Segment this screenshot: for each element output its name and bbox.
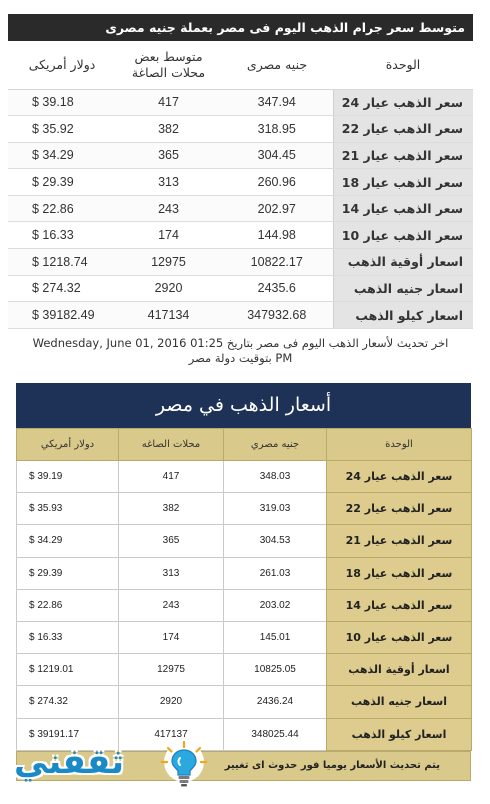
table1-shops-cell: 417134 bbox=[116, 302, 221, 329]
table1-grid bbox=[8, 41, 473, 329]
table1-row bbox=[8, 142, 473, 169]
table2-row bbox=[17, 461, 472, 493]
table1-unit-cell: اسعار كيلو الذهب bbox=[333, 302, 473, 329]
table1-unit-cell: اسعار جنيه الذهب bbox=[333, 275, 473, 302]
table1-unit-cell: سعر الذهب عيار 14 bbox=[333, 195, 473, 222]
gold-price-table-1 bbox=[8, 14, 473, 329]
table1-unit-cell: سعر الذهب عيار 24 bbox=[333, 89, 473, 116]
table1-usd-cell: $ 39182.49 bbox=[8, 302, 116, 329]
table1-egp-cell: 318.95 bbox=[221, 116, 333, 143]
table2-shops-cell: 243 bbox=[119, 589, 224, 621]
table1-usd-cell: $ 274.32 bbox=[8, 275, 116, 302]
table1-shops-cell: 313 bbox=[116, 169, 221, 196]
table2-egp-cell: 203.02 bbox=[224, 589, 327, 621]
site-logo bbox=[14, 740, 214, 792]
table2-shops-cell: 417 bbox=[119, 461, 224, 493]
table1-title: متوسط سعر جرام الذهب اليوم فى مصر بعملة جنيه مصرى bbox=[8, 14, 473, 41]
table1-row bbox=[8, 275, 473, 302]
table2-header-egp: جنيه مصري bbox=[224, 429, 327, 461]
table2-shops-cell: 313 bbox=[119, 557, 224, 589]
last-update-line-1: اخر تحديث لأسعار الذهب اليوم فى مصر بتاريخ Wednesday, June 01, 2016 01:25 bbox=[32, 336, 449, 350]
table1-body bbox=[8, 89, 473, 328]
table2-unit-cell: اسعار جنيه الذهب bbox=[327, 686, 472, 718]
table2-usd-cell: $ 39.19 bbox=[17, 461, 119, 493]
table1-egp-cell: 260.96 bbox=[221, 169, 333, 196]
table2-unit-cell: سعر الذهب عيار 10 bbox=[327, 621, 472, 653]
table1-egp-cell: 202.97 bbox=[221, 195, 333, 222]
table1-egp-cell: 144.98 bbox=[221, 222, 333, 249]
table2-unit-cell: سعر الذهب عيار 14 bbox=[327, 589, 472, 621]
table2-header-usd: دولار أمريكي bbox=[17, 429, 119, 461]
table1-shops-cell: 365 bbox=[116, 142, 221, 169]
table1-egp-cell: 2435.6 bbox=[221, 275, 333, 302]
table1-usd-cell: $ 34.29 bbox=[8, 142, 116, 169]
table1-header-unit: الوحدة bbox=[333, 41, 473, 89]
table2-row bbox=[17, 557, 472, 589]
table1-unit-cell: سعر الذهب عيار 10 bbox=[333, 222, 473, 249]
table2-unit-cell: سعر الذهب عيار 24 bbox=[327, 461, 472, 493]
table2-usd-cell: $ 16.33 bbox=[17, 621, 119, 653]
table1-shops-cell: 12975 bbox=[116, 249, 221, 276]
table1-usd-cell: $ 35.92 bbox=[8, 116, 116, 143]
table2-title: أسعار الذهب في مصر bbox=[16, 383, 471, 428]
table2-egp-cell: 348.03 bbox=[224, 461, 327, 493]
table1-row bbox=[8, 222, 473, 249]
table2-shops-cell: 417137 bbox=[119, 718, 224, 750]
table2-shops-cell: 382 bbox=[119, 493, 224, 525]
table1-header-egp: جنيه مصرى bbox=[221, 41, 333, 89]
table2-egp-cell: 304.53 bbox=[224, 525, 327, 557]
lightbulb-icon bbox=[156, 740, 212, 792]
table2-egp-cell: 261.03 bbox=[224, 557, 327, 589]
table1-egp-cell: 10822.17 bbox=[221, 249, 333, 276]
table2-usd-cell: $ 34.29 bbox=[17, 525, 119, 557]
table2-header-unit: الوحدة bbox=[327, 429, 472, 461]
table2-usd-cell: $ 22.86 bbox=[17, 589, 119, 621]
table2-row bbox=[17, 525, 472, 557]
table1-shops-cell: 2920 bbox=[116, 275, 221, 302]
table1-unit-cell: سعر الذهب عيار 22 bbox=[333, 116, 473, 143]
table1-header-row bbox=[8, 41, 473, 89]
table2-egp-cell: 10825.05 bbox=[224, 654, 327, 686]
table2-egp-cell: 319.03 bbox=[224, 493, 327, 525]
table2-usd-cell: $ 1219.01 bbox=[17, 654, 119, 686]
table2-row bbox=[17, 589, 472, 621]
table2-header-row bbox=[17, 429, 472, 461]
table2-egp-cell: 348025.44 bbox=[224, 718, 327, 750]
table1-shops-cell: 174 bbox=[116, 222, 221, 249]
table2-unit-cell: سعر الذهب عيار 21 bbox=[327, 525, 472, 557]
table1-usd-cell: $ 16.33 bbox=[8, 222, 116, 249]
table2-usd-cell: $ 29.39 bbox=[17, 557, 119, 589]
site-logo-text: ثقفني bbox=[14, 742, 124, 782]
table2-row bbox=[17, 493, 472, 525]
table1-egp-cell: 304.45 bbox=[221, 142, 333, 169]
table2-shops-cell: 365 bbox=[119, 525, 224, 557]
table1-header-shops: متوسط بعض محلات الصاغة bbox=[116, 41, 221, 89]
table2-unit-cell: سعر الذهب عيار 22 bbox=[327, 493, 472, 525]
table1-usd-cell: $ 39.18 bbox=[8, 89, 116, 116]
table1-egp-cell: 347932.68 bbox=[221, 302, 333, 329]
table1-row bbox=[8, 195, 473, 222]
table1-row bbox=[8, 116, 473, 143]
table1-usd-cell: $ 29.39 bbox=[8, 169, 116, 196]
table2-unit-cell: اسعار أوقية الذهب bbox=[327, 654, 472, 686]
table1-row bbox=[8, 302, 473, 329]
table2-unit-cell: سعر الذهب عيار 18 bbox=[327, 557, 472, 589]
table1-shops-cell: 417 bbox=[116, 89, 221, 116]
table1-unit-cell: سعر الذهب عيار 18 bbox=[333, 169, 473, 196]
table1-row bbox=[8, 89, 473, 116]
table2-unit-cell: اسعار كيلو الذهب bbox=[327, 718, 472, 750]
gold-price-table-2 bbox=[16, 383, 471, 781]
table1-shops-cell: 382 bbox=[116, 116, 221, 143]
last-update-note bbox=[8, 336, 473, 366]
table2-shops-cell: 12975 bbox=[119, 654, 224, 686]
table2-footer-note: يتم تحديث الأسعار يوميا فور حدوث اى تغيير bbox=[16, 751, 471, 781]
table2-body bbox=[17, 461, 472, 751]
table2-row bbox=[17, 621, 472, 653]
table1-unit-cell: اسعار أوقية الذهب bbox=[333, 249, 473, 276]
table2-usd-cell: $ 35.93 bbox=[17, 493, 119, 525]
table1-row bbox=[8, 169, 473, 196]
table2-egp-cell: 145.01 bbox=[224, 621, 327, 653]
table1-header-usd: دولار أمريكى bbox=[8, 41, 116, 89]
table2-usd-cell: $ 39191.17 bbox=[17, 718, 119, 750]
table2-shops-cell: 2920 bbox=[119, 686, 224, 718]
table2-header-shops: محلات الصاغه bbox=[119, 429, 224, 461]
table2-grid bbox=[16, 428, 472, 751]
table2-shops-cell: 174 bbox=[119, 621, 224, 653]
last-update-line-2: PM بتوقيت دولة مصر bbox=[188, 351, 293, 365]
table1-row bbox=[8, 249, 473, 276]
table2-row bbox=[17, 686, 472, 718]
table2-row bbox=[17, 654, 472, 686]
table2-usd-cell: $ 274.32 bbox=[17, 686, 119, 718]
table1-usd-cell: $ 1218.74 bbox=[8, 249, 116, 276]
table1-unit-cell: سعر الذهب عيار 21 bbox=[333, 142, 473, 169]
table1-usd-cell: $ 22.86 bbox=[8, 195, 116, 222]
table1-shops-cell: 243 bbox=[116, 195, 221, 222]
table1-egp-cell: 347.94 bbox=[221, 89, 333, 116]
table2-egp-cell: 2436.24 bbox=[224, 686, 327, 718]
